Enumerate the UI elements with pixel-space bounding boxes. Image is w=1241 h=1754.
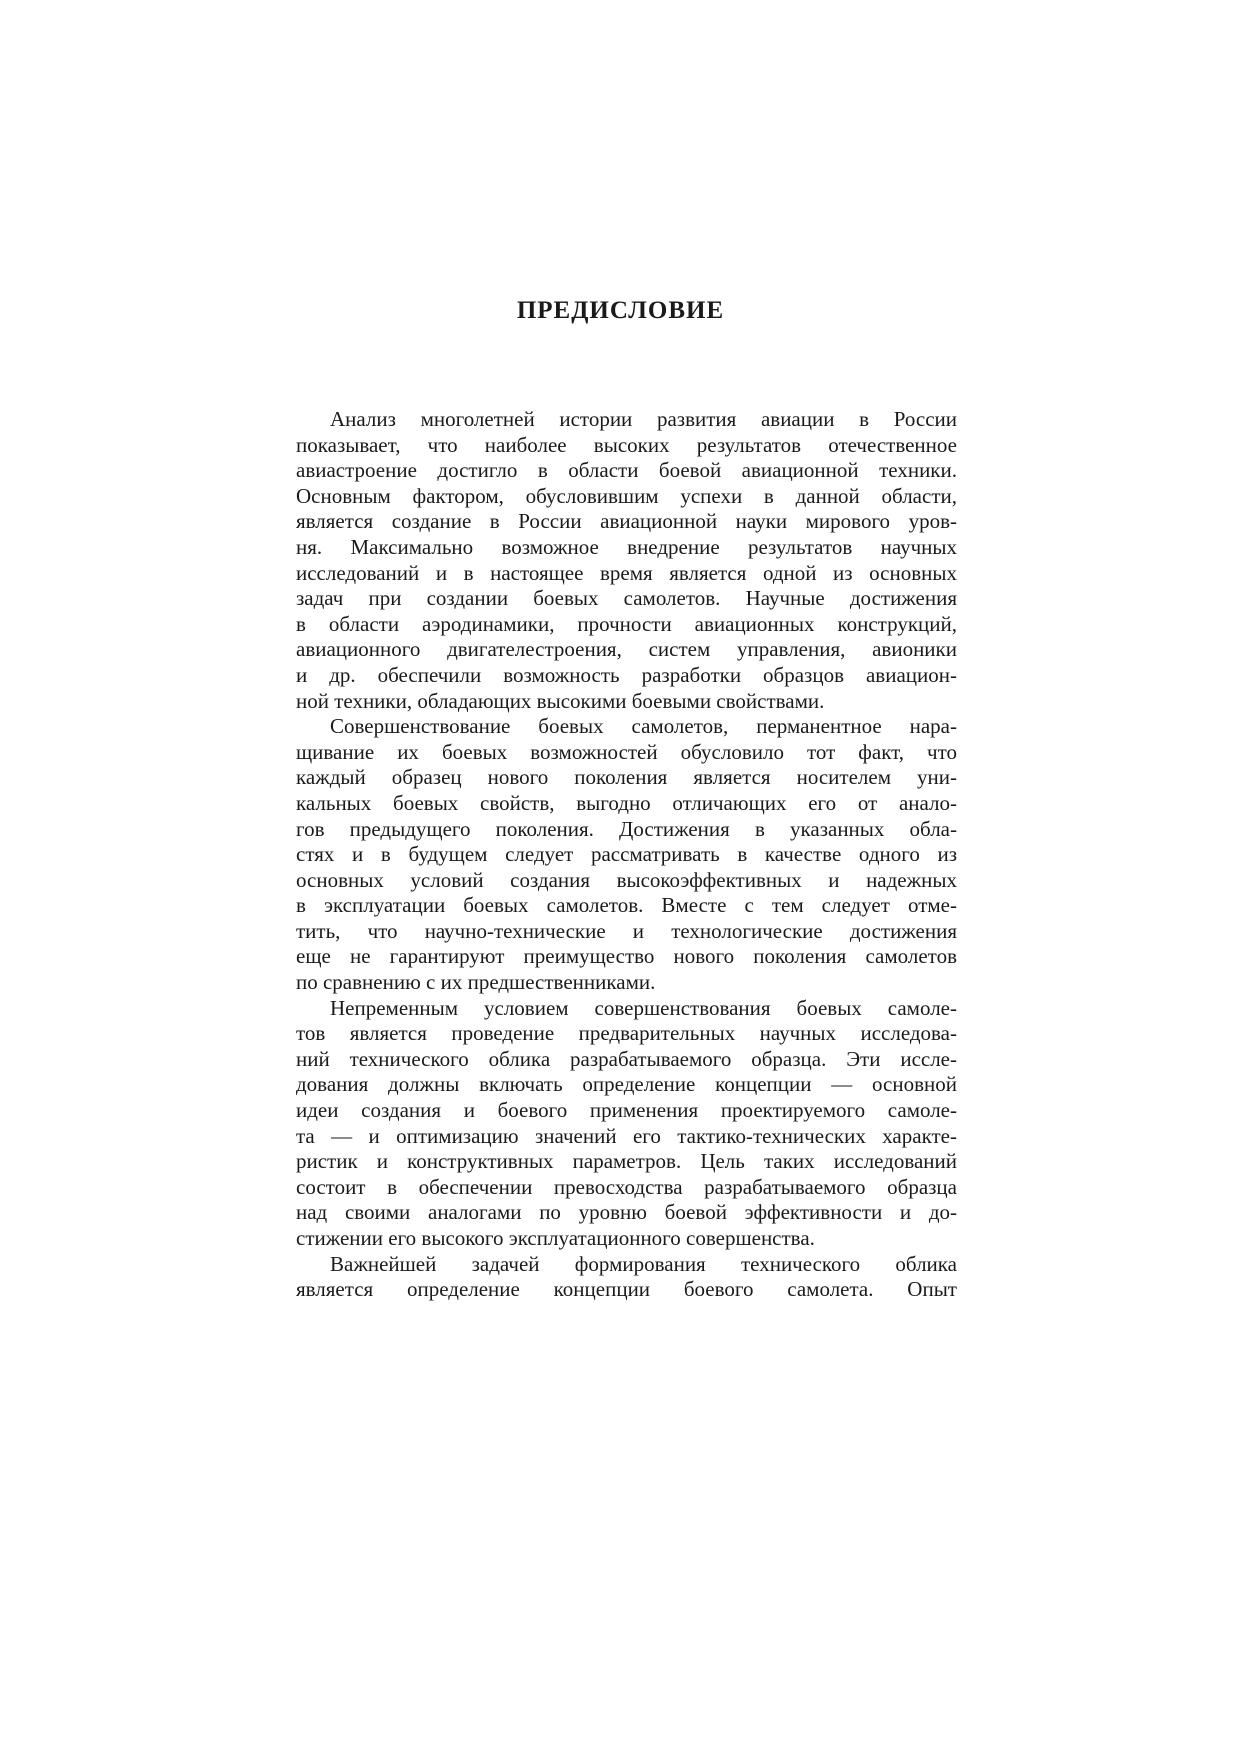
text-line: исследований и в настоящее время является одной из основных bbox=[296, 560, 957, 585]
text-line: каждый образец нового поколения является носителем уни- bbox=[296, 765, 957, 790]
text-line: является создание в России авиационной науки мирового уров- bbox=[296, 509, 957, 534]
text-line: Совершенствование боевых самолетов, перманентное нара- bbox=[330, 714, 957, 739]
text-line: ня. Максимально возможное внедрение результатов научных bbox=[296, 534, 957, 559]
body-text bbox=[296, 407, 957, 1303]
text-line: Важнейшей задачей формирования технического облика bbox=[330, 1251, 957, 1276]
text-line: стижении его высокого эксплуатационного совершенства. bbox=[296, 1226, 815, 1250]
text-line: авиационного двигателестроения, систем управления, авионики bbox=[296, 637, 957, 662]
text-line: над своими аналогами по уровню боевой эффективности и до- bbox=[296, 1200, 957, 1225]
text-line: задач при создании боевых самолетов. Научные достижения bbox=[296, 586, 957, 611]
text-line: тить, что научно-технические и технологические достижения bbox=[296, 918, 957, 943]
text-line: авиастроение достигло в области боевой авиационной техники. bbox=[296, 458, 957, 483]
text-line: ной техники, обладающих высокими боевыми свойствами. bbox=[296, 688, 825, 713]
text-line: кальных боевых свойств, выгодно отличающих его от анало- bbox=[296, 790, 957, 815]
text-line: тов является проведение предварительных научных исследова- bbox=[296, 1021, 957, 1046]
text-line: щивание их боевых возможностей обусловило тот факт, что bbox=[296, 739, 957, 764]
text-line: основных условий создания высокоэффективных и надежных bbox=[296, 867, 957, 892]
text-line: гов предыдущего поколения. Достижения в указанных обла- bbox=[296, 816, 957, 841]
text-line: та — и оптимизацию значений его тактико-технических характе- bbox=[296, 1123, 957, 1148]
page-title: ПРЕДИСЛОВИЕ bbox=[516, 297, 725, 324]
text-line: показывает, что наиболее высоких результатов отечественное bbox=[296, 432, 957, 457]
text-line: состоит в обеспечении превосходства разрабатываемого образца bbox=[296, 1174, 957, 1199]
text-line: по сравнению с их предшественниками. bbox=[296, 970, 656, 995]
text-line: ристик и конструктивных параметров. Цель таких исследований bbox=[296, 1149, 957, 1174]
text-line: в эксплуатации боевых самолетов. Вместе с тем следует отме- bbox=[296, 893, 957, 918]
text-line: идеи создания и боевого применения проектируемого самоле- bbox=[296, 1098, 957, 1123]
text-line: в области аэродинамики, прочности авиационных конструкций, bbox=[296, 611, 957, 636]
text-line: Непременным условием совершенствования боевых самоле- bbox=[330, 995, 957, 1020]
text-line: Анализ многолетней истории развития авиации в России bbox=[330, 407, 957, 431]
text-line: Основным фактором, обусловившим успехи в данной области, bbox=[296, 483, 957, 508]
text-line: дования должны включать определение концепции — основной bbox=[296, 1072, 957, 1097]
text-line: и др. обеспечили возможность разработки образцов авиацион- bbox=[296, 662, 957, 687]
text-line: еще не гарантируют преимущество нового поколения самолетов bbox=[296, 944, 957, 969]
text-line: ний технического облика разрабатываемого образца. Эти иссле- bbox=[296, 1046, 957, 1071]
text-line: является определение концепции боевого самолета. Опыт bbox=[296, 1277, 957, 1302]
text-line: стях и в будущем следует рассматривать в качестве одного из bbox=[296, 842, 957, 867]
